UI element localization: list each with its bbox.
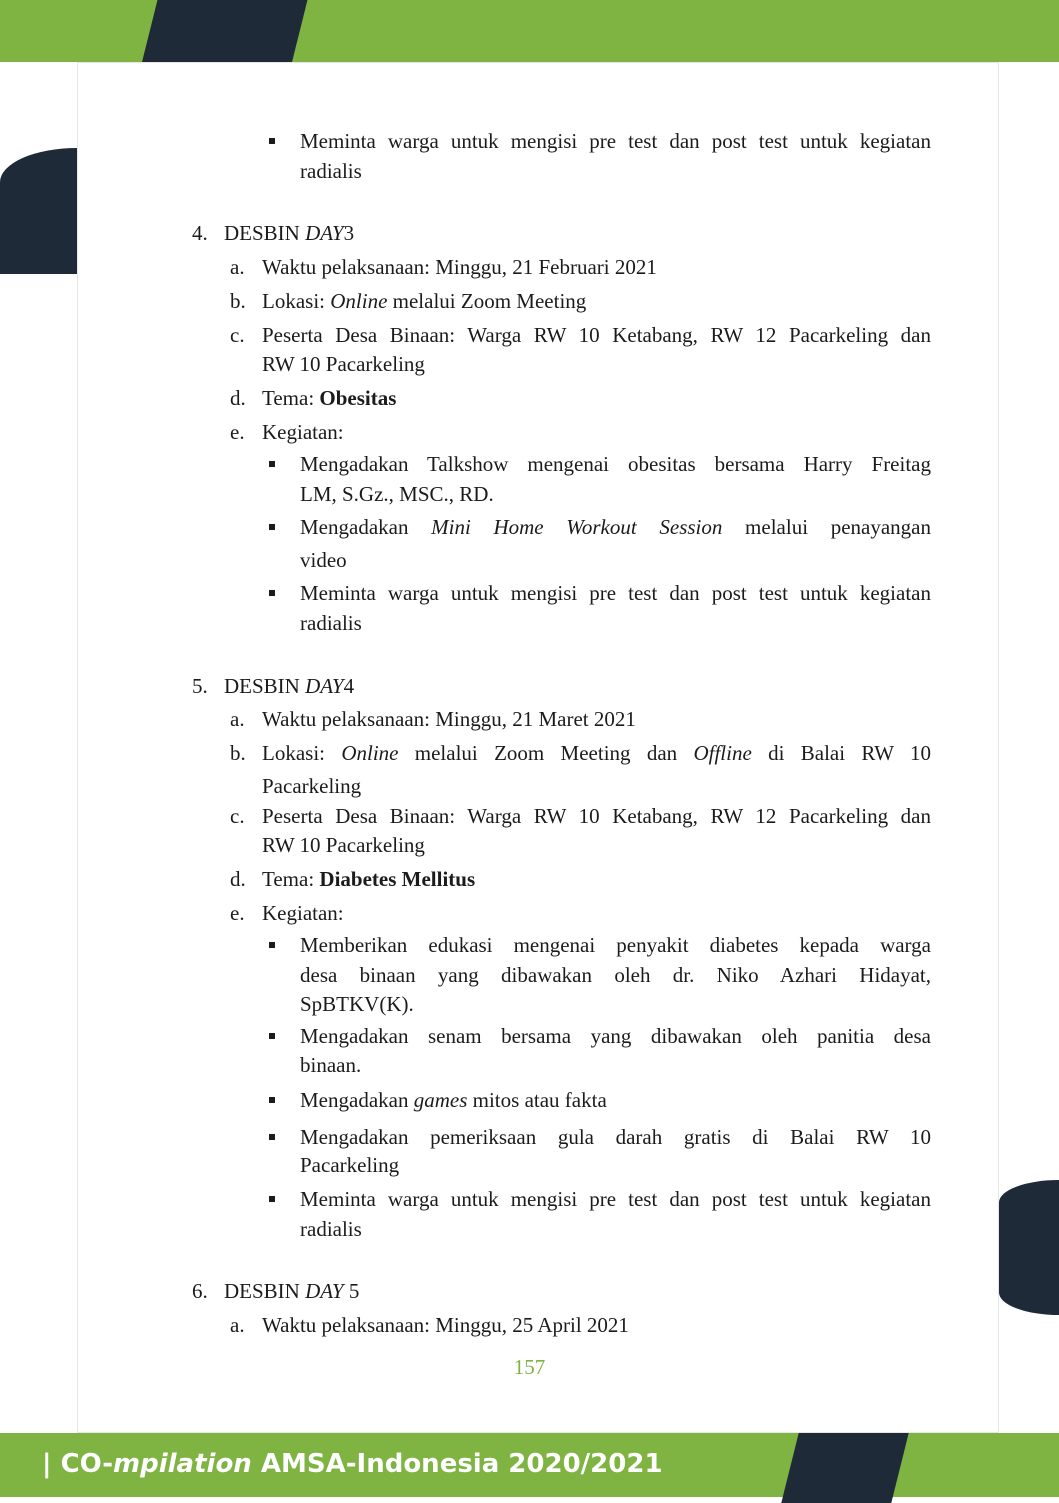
participants-line: Peserta Desa Binaan: Warga RW 10 Ketabang, RW 12 Pacarkeling dan [262, 804, 931, 828]
list-item-cont: desa binaan yang dibawakan oleh dr. Niko Azhari Hidayat, [300, 963, 931, 987]
bullet-icon [269, 1196, 275, 1202]
schedule-line: Waktu pelaksanaan: Minggu, 21 Februari 2021 [262, 255, 657, 279]
schedule-line: Waktu pelaksanaan: Minggu, 25 April 2021 [262, 1313, 629, 1337]
bullet-icon [269, 1097, 275, 1103]
list-item: Mengadakan Mini Home Workout Session melalui penayangan [300, 515, 931, 539]
list-item-cont: radialis [300, 1217, 362, 1241]
participants-line-cont: RW 10 Pacarkeling [262, 352, 425, 376]
list-item: Memberikan edukasi mengenai penyakit diabetes kepada warga [300, 933, 931, 957]
footer-title: | CO-mpilation AMSA-Indonesia 2020/2021 [42, 1449, 663, 1479]
list-item: Meminta warga untuk mengisi pre test dan post test untuk kegiatan [300, 129, 931, 153]
page-number: 157 [513, 1355, 546, 1379]
section-heading: DESBIN DAY3 [224, 221, 355, 245]
bullet-icon [269, 1033, 275, 1039]
header-dark-shape [140, 0, 310, 70]
list-item: Mengadakan pemeriksaan gula darah gratis di Balai RW 10 [300, 1125, 931, 1149]
item-marker: b. [230, 289, 246, 313]
item-marker: e. [230, 901, 245, 925]
list-item-cont: radialis [300, 611, 362, 635]
list-item: Mengadakan senam bersama yang dibawakan oleh panitia desa [300, 1024, 931, 1048]
item-marker: e. [230, 420, 245, 444]
left-dark-shape [0, 148, 77, 274]
list-item-cont: video [300, 548, 347, 572]
bullet-icon [269, 590, 275, 596]
list-item-cont: radialis [300, 159, 362, 183]
list-item-cont: LM, S.Gz., MSC., RD. [300, 482, 494, 506]
list-item: Meminta warga untuk mengisi pre test dan post test untuk kegiatan [300, 581, 931, 605]
list-item: Mengadakan Talkshow mengenai obesitas bersama Harry Freitag [300, 452, 931, 476]
bullet-icon [269, 524, 275, 530]
right-dark-shape [999, 1180, 1059, 1315]
bullet-icon [269, 461, 275, 467]
item-marker: c. [230, 804, 245, 828]
bullet-icon [269, 942, 275, 948]
theme-line: Tema: Diabetes Mellitus [262, 867, 476, 891]
list-item-cont: SpBTKV(K). [300, 992, 414, 1016]
list-item-cont: Pacarkeling [300, 1153, 400, 1177]
item-marker: d. [230, 867, 246, 891]
item-marker: c. [230, 323, 245, 347]
location-line: Lokasi: Online melalui Zoom Meeting [262, 289, 587, 313]
location-line-cont: Pacarkeling [262, 774, 362, 798]
item-marker: a. [230, 707, 245, 731]
section-number: 4. [192, 221, 208, 245]
item-marker: a. [230, 255, 245, 279]
activities-label: Kegiatan: [262, 420, 344, 444]
section-heading: DESBIN DAY 5 [224, 1279, 360, 1303]
bullet-icon [269, 138, 275, 144]
bullet-icon [269, 1134, 275, 1140]
schedule-line: Waktu pelaksanaan: Minggu, 21 Maret 2021 [262, 707, 636, 731]
item-marker: b. [230, 741, 246, 765]
list-item: Mengadakan games mitos atau fakta [300, 1088, 607, 1112]
section-heading: DESBIN DAY4 [224, 674, 355, 698]
footer-dark-shape [781, 1433, 908, 1503]
activities-label: Kegiatan: [262, 901, 344, 925]
item-marker: a. [230, 1313, 245, 1337]
participants-line: Peserta Desa Binaan: Warga RW 10 Ketabang, RW 12 Pacarkeling dan [262, 323, 931, 347]
list-item-cont: binaan. [300, 1053, 362, 1077]
participants-line-cont: RW 10 Pacarkeling [262, 833, 425, 857]
list-item: Meminta warga untuk mengisi pre test dan post test untuk kegiatan [300, 1187, 931, 1211]
section-number: 6. [192, 1279, 208, 1303]
item-marker: d. [230, 386, 246, 410]
theme-line: Tema: Obesitas [262, 386, 397, 410]
section-number: 5. [192, 674, 208, 698]
location-line: Lokasi: Online melalui Zoom Meeting dan Offline di Balai RW 10 [262, 741, 931, 765]
